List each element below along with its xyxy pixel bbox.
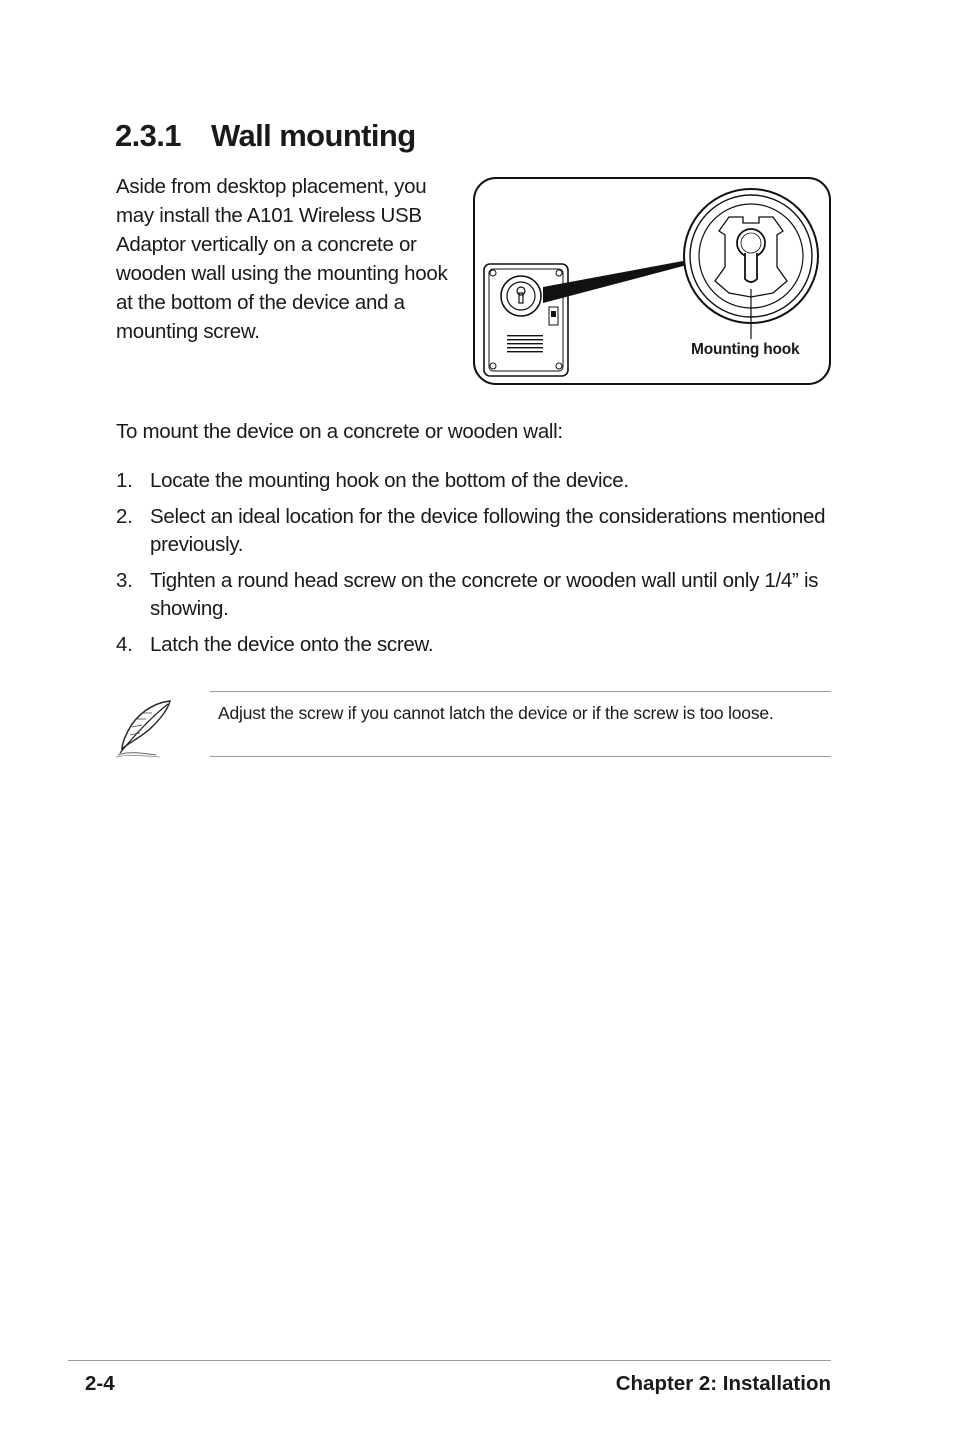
step-text: Latch the device onto the screw. bbox=[150, 632, 434, 656]
section-title: Wall mounting bbox=[211, 118, 416, 153]
step-text: Locate the mounting hook on the bottom of the device. bbox=[150, 469, 629, 492]
step-text: Select an ideal location for the device following the considerations mentioned previously. bbox=[150, 504, 826, 556]
page-number: 2-4 bbox=[85, 1372, 115, 1395]
list-item bbox=[116, 467, 836, 496]
section-heading bbox=[115, 118, 715, 158]
step-number: 4. bbox=[116, 632, 133, 656]
footer-divider bbox=[68, 1360, 831, 1361]
note-box bbox=[210, 691, 831, 757]
mounting-hook-figure bbox=[473, 177, 831, 385]
step-text: Tighten a round head screw on the concrete or wooden wall until only 1/4” is showing. bbox=[150, 568, 819, 620]
step-number: 3. bbox=[116, 568, 133, 592]
step-number: 2. bbox=[116, 504, 133, 528]
list-item bbox=[116, 631, 836, 660]
intro-paragraph: Aside from desktop placement, you may install the A101 Wireless USB Adaptor vertically on a concrete or wooden wall using the mounting hook at the bottom of the device and a mounting screw. bbox=[116, 175, 448, 343]
list-item bbox=[116, 503, 836, 560]
usb-adaptor-device-illustration bbox=[484, 264, 568, 376]
section-number: 2.3.1 bbox=[115, 118, 181, 153]
note-text: Adjust the screw if you cannot latch the device or if the screw is too loose. bbox=[218, 703, 774, 723]
step-number: 1. bbox=[116, 469, 133, 492]
steps-list bbox=[116, 467, 836, 666]
figure-caption: Mounting hook bbox=[691, 341, 800, 358]
feather-quill-icon bbox=[112, 697, 176, 759]
list-item bbox=[116, 567, 836, 624]
instructions-lead: To mount the device on a concrete or wooden wall: bbox=[116, 420, 563, 443]
chapter-title: Chapter 2: Installation bbox=[615, 1372, 831, 1395]
